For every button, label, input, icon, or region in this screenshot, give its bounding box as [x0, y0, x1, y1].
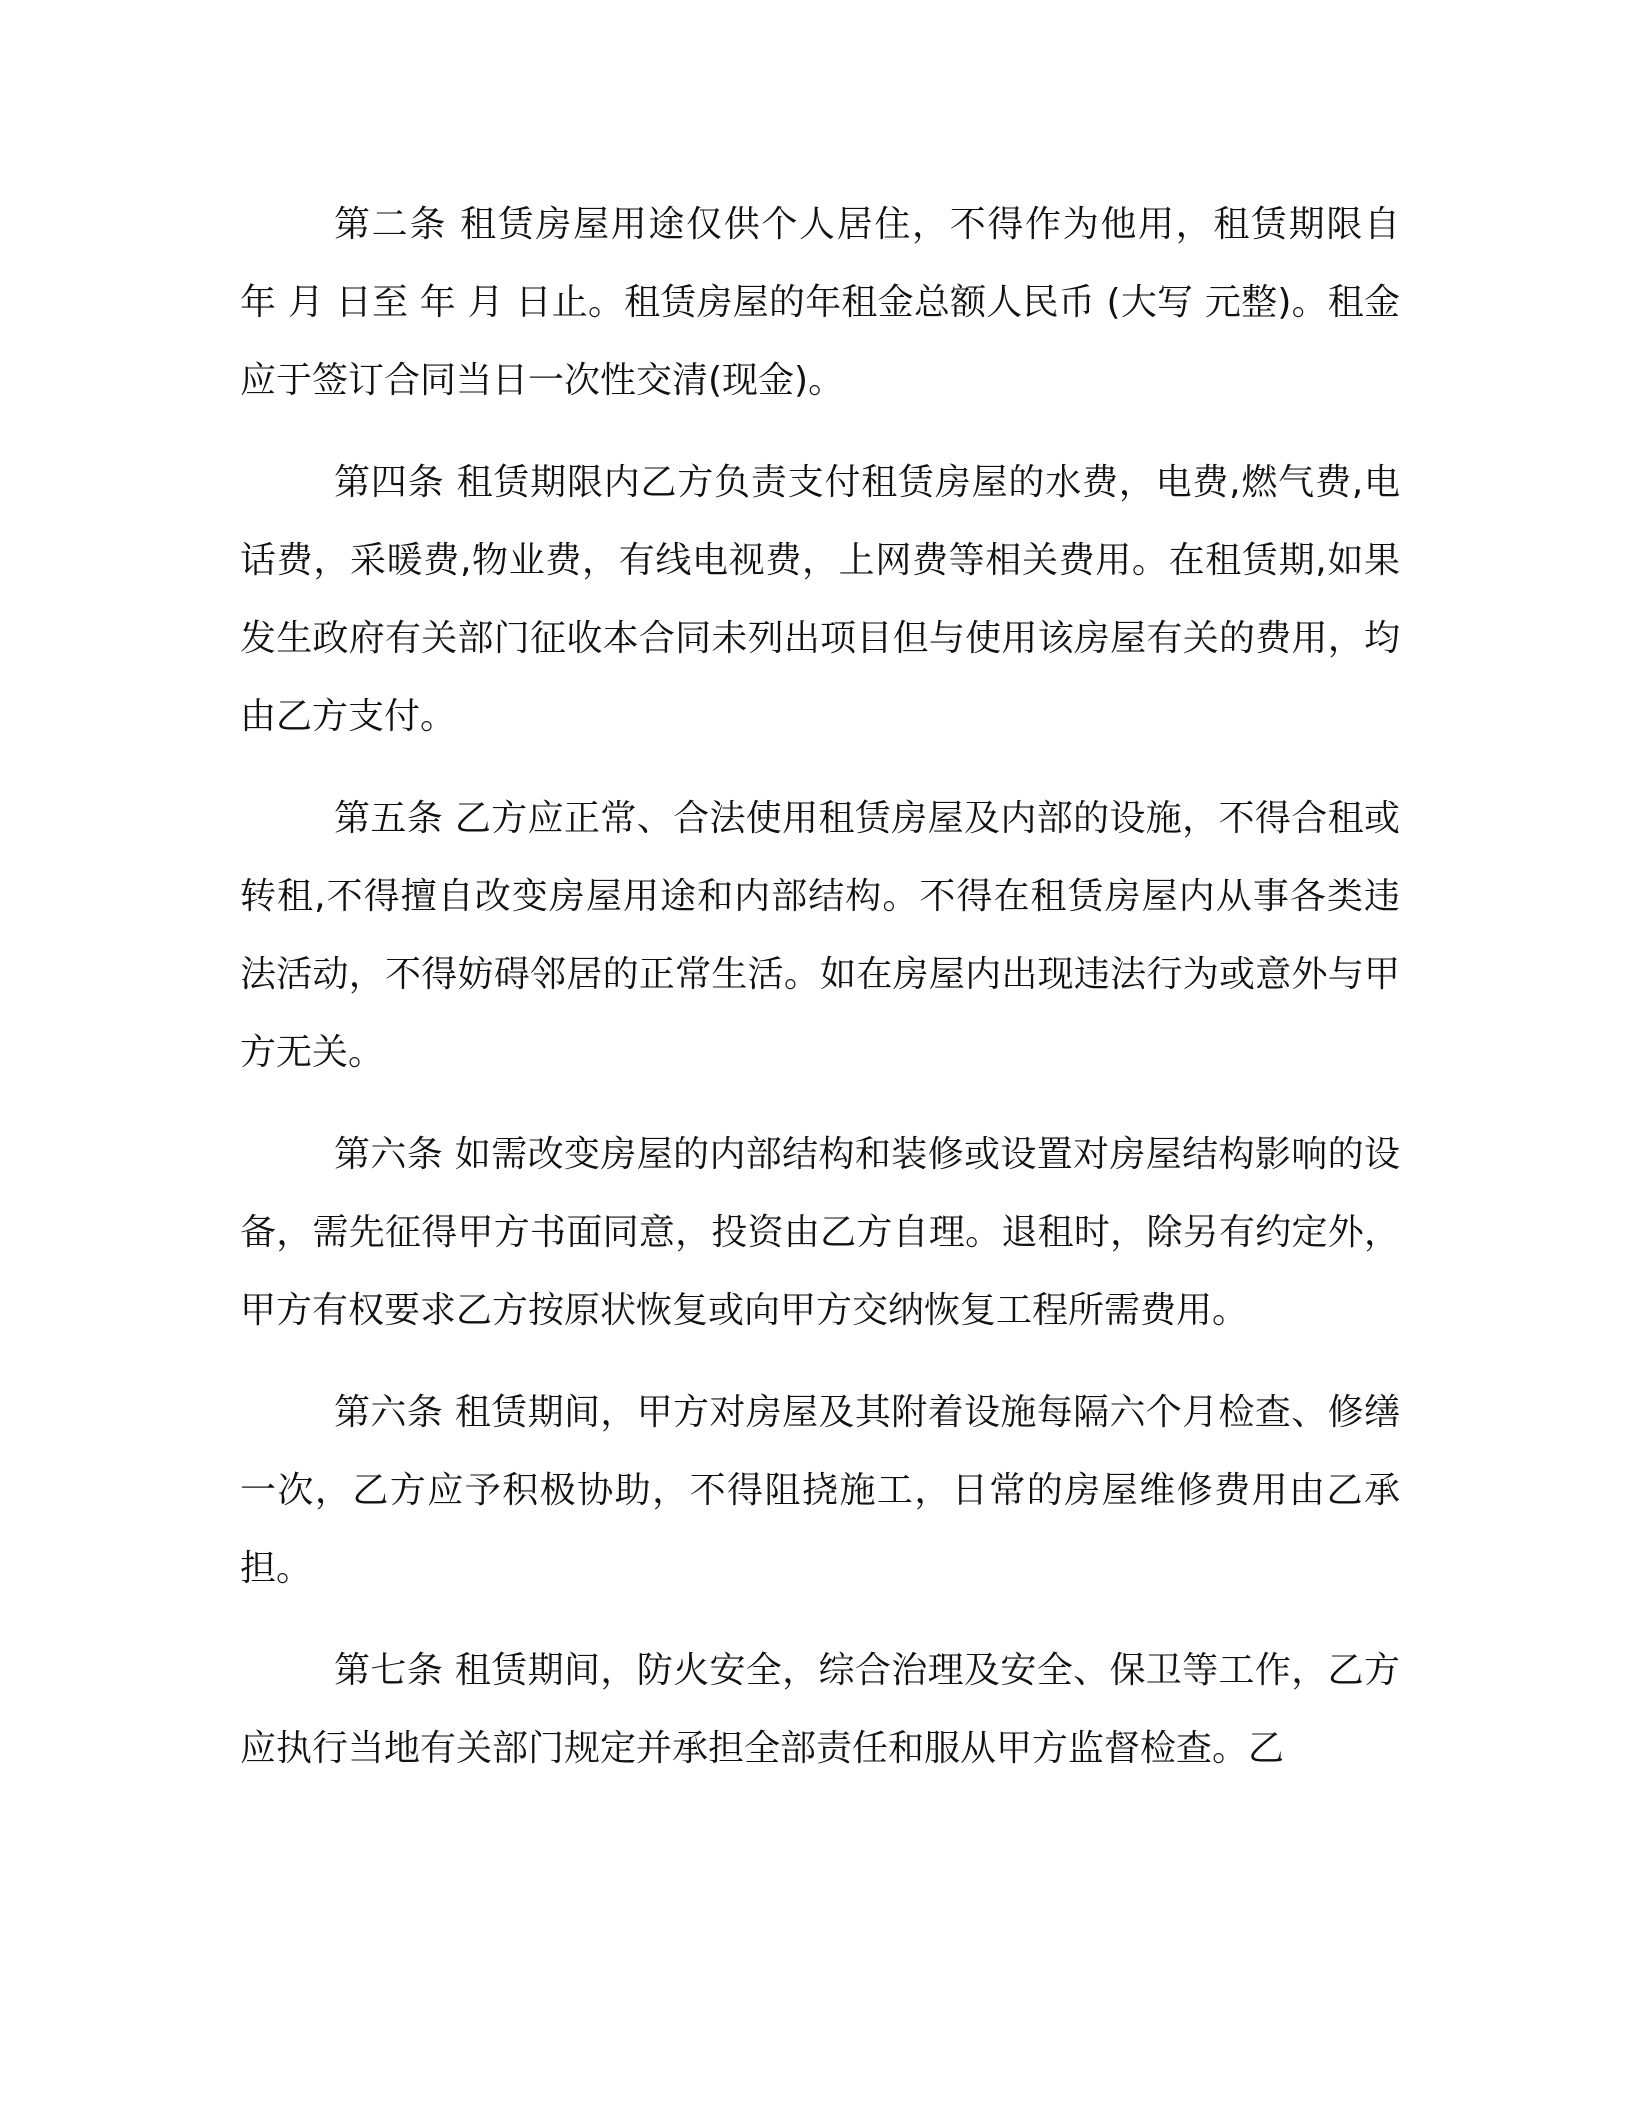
clause-5-paragraph: 第五条 乙方应正常、合法使用租赁房屋及内部的设施，不得合租或转租,不得擅自改变房屋用途和内部结构。不得在租赁房屋内从事各类违法活动，不得妨碍邻居的正常生活。如在房屋内出现违法行为或意外与甲方无关。 — [240, 798, 1400, 1073]
clause-4-paragraph: 第四条 租赁期限内乙方负责支付租赁房屋的水费，电费,燃气费,电话费，采暖费,物业费，有线电视费，上网费等相关费用。在租赁期,如果发生政府有关部门征收本合同未列出项目但与使用该房屋有关的费用，均由乙方支付。 — [240, 462, 1400, 737]
clause-7-paragraph: 第七条 租赁期间，防火安全，综合治理及安全、保卫等工作，乙方应执行当地有关部门规定并承担全部责任和服从甲方监督检查。乙 — [240, 1650, 1400, 1769]
clause-6-paragraph: 第六条 如需改变房屋的内部结构和装修或设置对房屋结构影响的设备，需先征得甲方书面同意，投资由乙方自理。退租时，除另有约定外，甲方有权要求乙方按原状恢复或向甲方交纳恢复工程所需费用。 — [240, 1134, 1400, 1331]
document-body — [240, 186, 1400, 1788]
clause-2-paragraph: 第二条 租赁房屋用途仅供个人居住，不得作为他用，租赁期限自 年 月 日至 年 月 日止。租赁房屋的年租金总额人民币 (大写 元整)。租金应于签订合同当日一次性交清(现金)。 — [240, 204, 1400, 401]
clause-6-repeat-paragraph: 第六条 租赁期间，甲方对房屋及其附着设施每隔六个月检查、修缮一次，乙方应予积极协助，不得阻挠施工，日常的房屋维修费用由乙承担。 — [240, 1392, 1400, 1589]
